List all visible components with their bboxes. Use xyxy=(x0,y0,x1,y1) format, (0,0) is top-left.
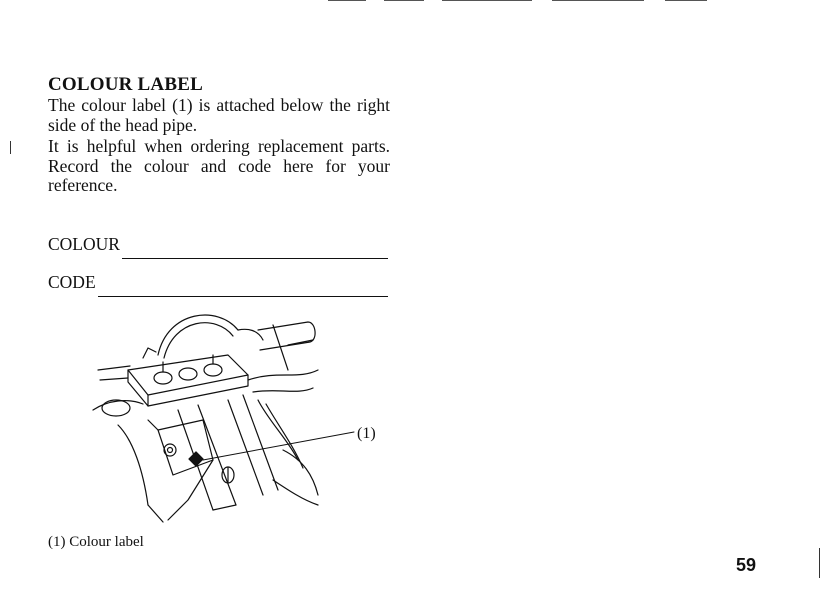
page-number: 59 xyxy=(736,555,757,575)
right-margin-mark xyxy=(819,548,820,578)
colour-field-line xyxy=(122,257,388,259)
section-title: COLOUR LABEL xyxy=(48,74,203,95)
figure-caption: (1) Colour label xyxy=(48,534,144,550)
callout-label: (1) xyxy=(357,425,376,442)
code-field-label: CODE xyxy=(48,272,96,292)
paragraph-purpose: It is helpful when ordering replacement parts. Record the colour and code here for your reference. xyxy=(48,136,390,195)
colour-field xyxy=(48,234,388,255)
top-rule-3 xyxy=(442,0,532,1)
code-field xyxy=(48,272,388,293)
top-rule-2 xyxy=(384,0,424,1)
top-rule-4 xyxy=(552,0,644,1)
head-pipe-illustration xyxy=(88,300,388,525)
top-rule-5 xyxy=(665,0,707,1)
colour-field-label: COLOUR xyxy=(48,234,120,254)
paragraph-location: The colour label (1) is attached below the right side of the head pipe. xyxy=(48,95,390,135)
top-rule-1 xyxy=(328,0,366,1)
code-field-line xyxy=(98,295,388,297)
left-margin-mark xyxy=(10,141,11,154)
